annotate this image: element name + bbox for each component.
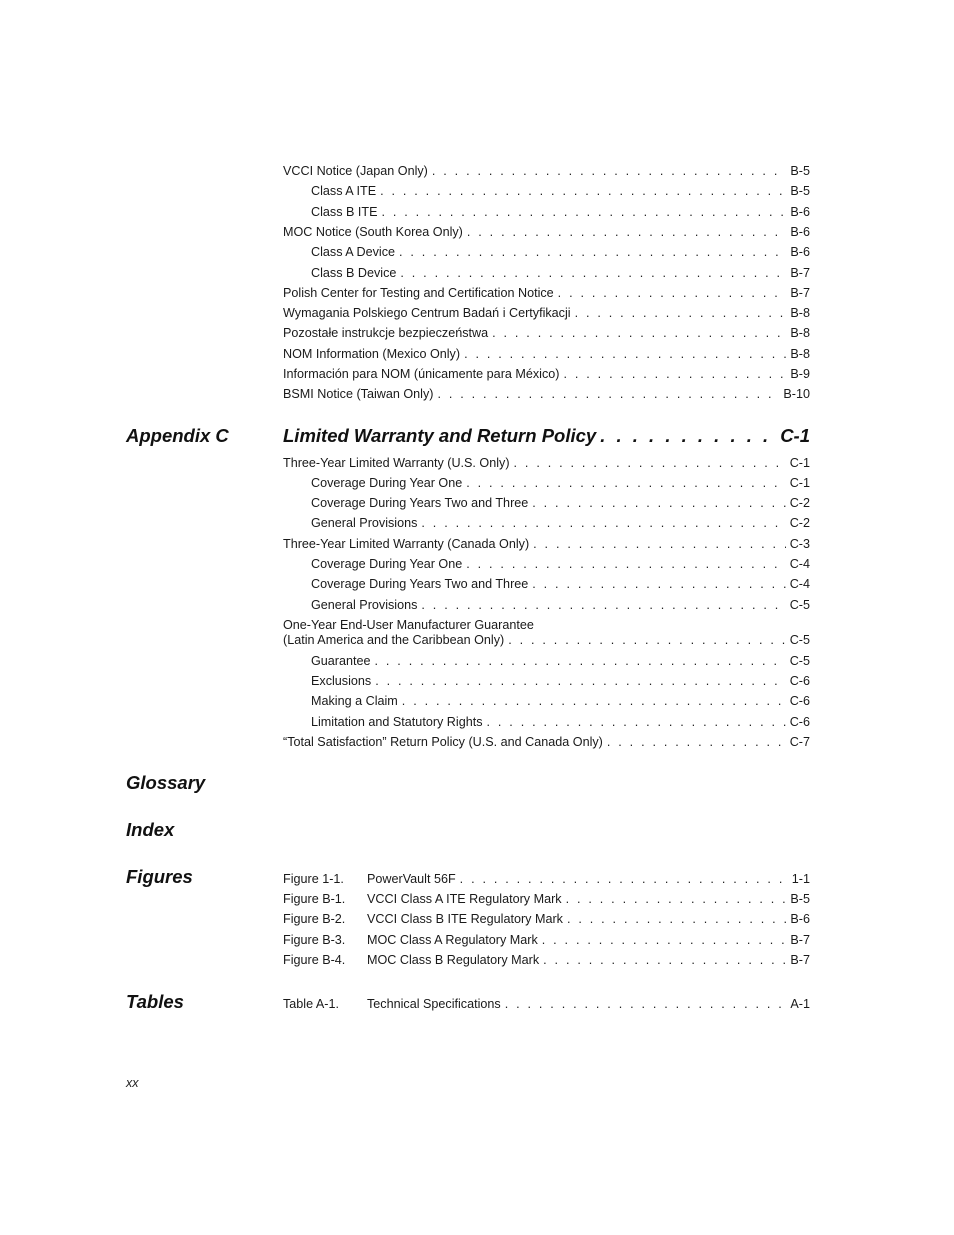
table-number: Table A-1. (283, 997, 340, 1011)
figure-entry[interactable] (283, 932, 810, 949)
toc-entry[interactable] (283, 455, 810, 472)
toc-entry[interactable] (283, 224, 810, 241)
appendix-c-title-entry[interactable] (283, 425, 810, 447)
toc-entry-page: C-2 (789, 516, 810, 530)
toc-entry-page: C-2 (789, 496, 810, 510)
toc-entry-title: Three-Year Limited Warranty (Canada Only) (283, 537, 530, 551)
index-heading[interactable]: Index (126, 819, 175, 840)
figure-page: B-6 (790, 912, 810, 926)
dot-leader (532, 495, 785, 512)
toc-entry-title: Polish Center for Testing and Certification Notice (283, 286, 554, 300)
dot-leader (505, 996, 787, 1013)
page-number: xx (126, 1076, 139, 1090)
toc-entry-title: Making a Claim (311, 694, 398, 708)
toc-entry[interactable] (311, 265, 810, 282)
figure-entry[interactable] (283, 871, 810, 888)
figure-title: PowerVault 56F (367, 872, 456, 886)
dot-leader (399, 244, 786, 261)
toc-entry-title: Wymagania Polskiego Centrum Badań i Certyfikacji (283, 306, 571, 320)
toc-entry[interactable] (283, 305, 810, 322)
toc-entry[interactable] (311, 693, 810, 710)
toc-entry-page: B-9 (790, 367, 810, 381)
toc-entry-page: B-6 (790, 205, 810, 219)
figure-number: Figure B-1. (283, 892, 346, 906)
dot-leader (607, 734, 786, 751)
toc-entry[interactable] (283, 163, 810, 180)
figure-title: MOC Class A Regulatory Mark (367, 933, 538, 947)
toc-entry[interactable] (311, 183, 810, 200)
figure-page: B-5 (790, 892, 810, 906)
toc-entry-page: C-1 (789, 476, 810, 490)
toc-entry-page: B-8 (790, 347, 810, 361)
dot-leader (421, 597, 785, 614)
toc-entry-title: Guarantee (311, 654, 371, 668)
toc-entry-title: Exclusions (311, 674, 372, 688)
figure-page: 1-1 (791, 872, 810, 886)
glossary-heading[interactable]: Glossary (126, 772, 206, 793)
dot-leader (533, 536, 786, 553)
toc-entry-title-line2: (Latin America and the Caribbean Only) (283, 633, 505, 647)
toc-entry-title: Coverage During Year One (311, 557, 463, 571)
dot-leader (543, 952, 786, 969)
toc-entry-title: Información para NOM (únicamente para México) (283, 367, 560, 381)
toc-entry[interactable] (311, 673, 810, 690)
toc-entry[interactable] (283, 734, 810, 751)
toc-entry-title-line1: One-Year End-User Manufacturer Guarantee (283, 618, 534, 632)
tables-heading: Tables (126, 991, 184, 1012)
toc-entry-title: MOC Notice (South Korea Only) (283, 225, 463, 239)
toc-entry[interactable] (311, 556, 810, 573)
dot-leader (375, 673, 786, 690)
toc-entry-page: C-5 (789, 633, 810, 647)
dot-leader (563, 366, 786, 383)
toc-entry[interactable] (311, 597, 810, 614)
dot-leader (460, 871, 788, 888)
dot-leader (375, 653, 786, 670)
toc-entry[interactable] (311, 475, 810, 492)
toc-entry[interactable] (311, 515, 810, 532)
toc-entry-page: B-5 (790, 184, 810, 198)
toc-entry-title: VCCI Notice (Japan Only) (283, 164, 428, 178)
toc-entry-page: C-6 (789, 694, 810, 708)
figures-heading: Figures (126, 866, 193, 887)
toc-entry-title: Coverage During Years Two and Three (311, 577, 529, 591)
chapter-title: Limited Warranty and Return Policy (283, 425, 597, 446)
dot-leader (464, 346, 786, 363)
toc-entry-page: C-6 (789, 715, 810, 729)
dot-leader (567, 911, 786, 928)
toc-entry[interactable] (311, 714, 810, 731)
figure-number: Figure B-4. (283, 953, 346, 967)
toc-entry[interactable] (283, 366, 810, 383)
toc-entry-page: C-6 (789, 674, 810, 688)
toc-entry[interactable] (283, 285, 810, 302)
figure-title: VCCI Class B ITE Regulatory Mark (367, 912, 563, 926)
table-page: A-1 (790, 997, 810, 1011)
toc-entry-title: BSMI Notice (Taiwan Only) (283, 387, 434, 401)
dot-leader (487, 714, 786, 731)
figure-number: Figure B-2. (283, 912, 346, 926)
dot-leader (532, 576, 785, 593)
toc-entry-title: Coverage During Years Two and Three (311, 496, 529, 510)
dot-leader (492, 325, 786, 342)
toc-entry-page: B-8 (790, 326, 810, 340)
toc-entry-guarantee[interactable] (283, 618, 810, 648)
figure-number: Figure 1-1. (283, 872, 344, 886)
figure-page: B-7 (790, 933, 810, 947)
toc-entry-page: B-8 (790, 306, 810, 320)
chapter-page: C-1 (780, 425, 810, 446)
figure-entry[interactable] (283, 952, 810, 969)
appendix-c-label: Appendix C (126, 425, 229, 446)
toc-entry-title: Class B ITE (311, 205, 378, 219)
toc-entry-title: General Provisions (311, 598, 418, 612)
figure-title: MOC Class B Regulatory Mark (367, 953, 540, 967)
dot-leader (400, 265, 786, 282)
dot-leader (508, 633, 785, 648)
toc-entry-title: Class A Device (311, 245, 395, 259)
toc-entry-page: C-7 (789, 735, 810, 749)
dot-leader (421, 515, 785, 532)
toc-entry-page: C-5 (789, 654, 810, 668)
figure-title: VCCI Class A ITE Regulatory Mark (367, 892, 562, 906)
toc-entry-title: NOM Information (Mexico Only) (283, 347, 461, 361)
toc-entry-page: C-4 (789, 577, 810, 591)
toc-entry[interactable] (283, 325, 810, 342)
toc-entry-title: Coverage During Year One (311, 476, 463, 490)
toc-entry[interactable] (311, 495, 810, 512)
dot-leader (575, 305, 787, 322)
dot-leader (466, 475, 785, 492)
dot-leader (566, 891, 787, 908)
dot-leader (514, 455, 786, 472)
dot-leader (437, 386, 779, 403)
toc-entry[interactable] (283, 536, 810, 553)
table-title: Technical Specifications (367, 997, 501, 1011)
toc-entry-page: B-7 (790, 286, 810, 300)
dot-leader (542, 932, 787, 949)
toc-entry-page: B-6 (790, 245, 810, 259)
dot-leader (467, 224, 787, 241)
dot-leader (558, 285, 787, 302)
dot-leader (402, 693, 786, 710)
toc-entry-title: Limitation and Statutory Rights (311, 715, 483, 729)
dot-leader (381, 204, 786, 221)
toc-entry-page: C-5 (789, 598, 810, 612)
toc-entry-title: “Total Satisfaction” Return Policy (U.S. and Canada Only) (283, 735, 603, 749)
table-entry[interactable] (283, 996, 810, 1013)
toc-entry[interactable] (311, 204, 810, 221)
dot-leader (466, 556, 785, 573)
toc-entry-page: B-7 (790, 266, 810, 280)
toc-entry-title: Three-Year Limited Warranty (U.S. Only) (283, 456, 510, 470)
toc-entry[interactable] (311, 576, 810, 593)
figure-entry[interactable] (283, 911, 810, 928)
toc-entry-page: C-3 (789, 537, 810, 551)
figure-page: B-7 (790, 953, 810, 967)
toc-entry-title: Class B Device (311, 266, 397, 280)
toc-entry-page: B-6 (790, 225, 810, 239)
toc-entry[interactable] (283, 386, 810, 403)
dot-leader (380, 183, 786, 200)
toc-entry-page: C-4 (789, 557, 810, 571)
figure-entry[interactable] (283, 891, 810, 908)
toc-entry-page: C-1 (789, 456, 810, 470)
toc-entry-page: B-5 (790, 164, 810, 178)
toc-entry-page: B-10 (783, 387, 810, 401)
toc-entry[interactable] (311, 653, 810, 670)
toc-entry[interactable] (311, 244, 810, 261)
dot-leader (600, 425, 776, 447)
toc-entry[interactable] (283, 346, 810, 363)
toc-entry-title: General Provisions (311, 516, 418, 530)
toc-entry-title: Pozostałe instrukcje bezpieczeństwa (283, 326, 489, 340)
toc-entry-title: Class A ITE (311, 184, 377, 198)
figure-number: Figure B-3. (283, 933, 346, 947)
dot-leader (432, 163, 787, 180)
